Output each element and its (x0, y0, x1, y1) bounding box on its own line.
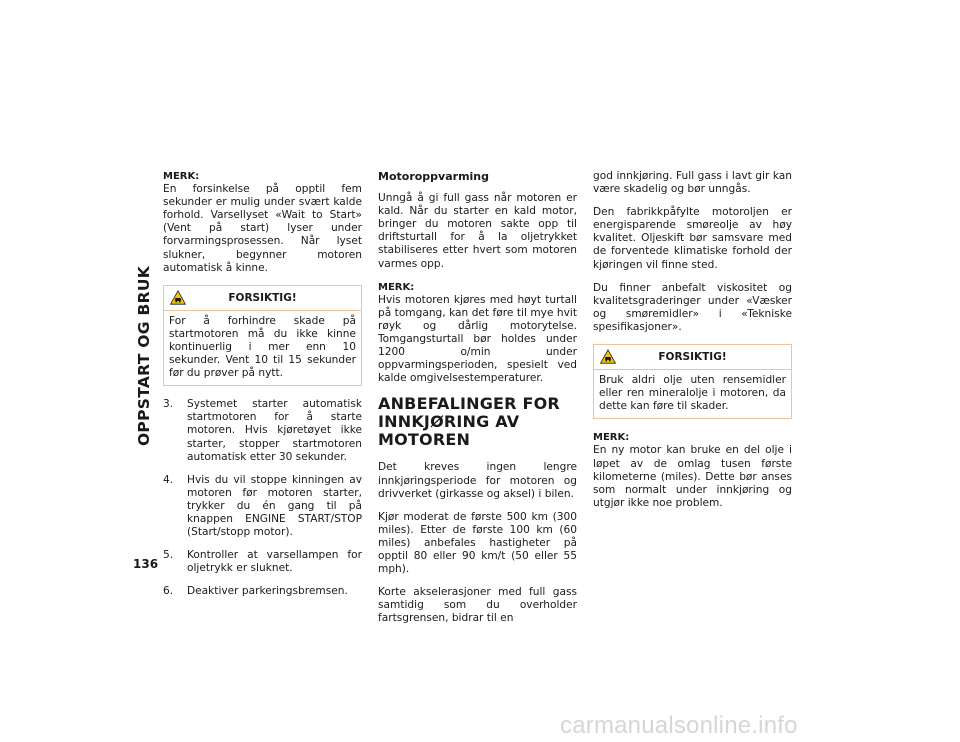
paragraph: god innkjøring. Full gass i lavt gir kan være skadelig og bør unngås. (593, 170, 792, 196)
paragraph: Korte akselerasjoner med full gass samtidig som du overholder fartsgrensen, bidrar til en (378, 586, 577, 625)
caution-title: FORSIKTIG! (228, 291, 297, 304)
note-block (378, 281, 577, 386)
list-item-text: Hvis du vil stoppe kinningen av motoren før motoren starter, trykker du én gang til på knappen ENGINE START/STOP (Start/stopp motor). (187, 473, 362, 539)
paragraph: Du finner anbefalt viskositet og kvalitetsgraderinger under «Væsker og smøremidler» i «Tekniske spesifikasjoner». (593, 281, 792, 333)
list-item (163, 549, 362, 575)
caution-box (593, 344, 792, 419)
subheading-warmup: Motoroppvarming (378, 170, 490, 183)
list-item-number: 5. (163, 549, 174, 562)
paragraph: Den fabrikkpåfylte motoroljen er energisparende smøreolje av høy kvalitet. Oljeskift bør samsvare med de forventede klimatiske forhold der kjøringen vil finne sted. (593, 206, 792, 271)
page-number: 136 (133, 557, 159, 571)
list-item (163, 398, 362, 463)
caution-header (164, 286, 361, 311)
warning-car-icon (600, 349, 616, 364)
note-label: MERK: (593, 432, 630, 444)
paragraph: Det kreves ingen lengre innkjøringsperiode for motoren og drivverket (girkasse og aksel) i bilen. (378, 461, 577, 500)
caution-header (594, 345, 791, 370)
caution-box (163, 285, 362, 386)
steps-list (163, 398, 362, 598)
list-item-text: Systemet starter automatisk startmotoren for å starte motoren. Hvis kjøretøyet ikke starter, stopper startmotoren automatisk etter 30 sekunder. (187, 398, 362, 463)
paragraph: Unngå å gi full gass når motoren er kald. Når du starter en kald motor, bringer du motoren sakte opp til driftsturtall for å la oljetrykket stabiliseres etter hvert som motoren varmes opp. (378, 192, 577, 270)
note-label: MERK: (163, 171, 200, 182)
note-text: En ny motor kan bruke en del olje i løpet av de omlag tusen første kilometerne (miles). Dette bør anses som normalt under innkjøring og utgjør ikke noe problem. (593, 444, 792, 509)
caution-text: For å forhindre skade på startmotoren må du ikke kinne kontinuerlig i mer enn 10 sekunder. Vent 10 til 15 sekunder før du prøver på nytt. (169, 314, 356, 380)
section-side-tab (131, 168, 157, 543)
list-item-number: 6. (163, 585, 174, 598)
list-item-number: 4. (163, 473, 174, 486)
section-title: ANBEFALINGER FOR INNKJØRING AV MOTOREN (378, 394, 560, 450)
column-left (163, 170, 362, 608)
paragraph: Kjør moderat de første 500 km (300 miles). Etter de første 100 km (60 miles) anbefales hastigheter på opptil 80 eller 90 km/t (50 eller 55 mph). (378, 510, 577, 576)
list-item (163, 585, 362, 598)
warning-car-icon (170, 290, 186, 305)
note-block (163, 170, 362, 275)
column-right (593, 170, 792, 520)
caution-title: FORSIKTIG! (658, 351, 727, 364)
note-label: MERK: (378, 281, 415, 293)
list-item-text: Deaktiver parkeringsbremsen. (187, 585, 348, 598)
note-text: Hvis motoren kjøres med høyt turtall på tomgang, kan det føre til mye hvit røyk og dårlig motorytelse. Tomgangsturtall bør holdes under 1200 o/min under oppvarmingsperioden, spesielt ved kalde omgivelsestemperaturer. (378, 293, 577, 385)
note-text: En forsinkelse på opptil fem sekunder er mulig under svært kalde forhold. Varsellyset «Wait to Start» (Vent på start) lyser under forvarmingsprosessen. Når lyset slukner, begynner motoren automatisk å kinne. (163, 183, 362, 274)
list-item (163, 474, 362, 539)
section-tab-label: OPPSTART OG BRUK (135, 265, 153, 446)
watermark-text: carmanualsonline.info (560, 712, 798, 739)
note-block (593, 431, 792, 510)
list-item-number: 3. (163, 398, 174, 411)
column-middle (378, 170, 577, 635)
caution-text: Bruk aldri olje uten rensemidler eller ren mineralolje i motoren, da dette kan føre til skader. (599, 374, 786, 413)
list-item-text: Kontroller at varsellampen for oljetrykk er sluknet. (187, 549, 362, 575)
